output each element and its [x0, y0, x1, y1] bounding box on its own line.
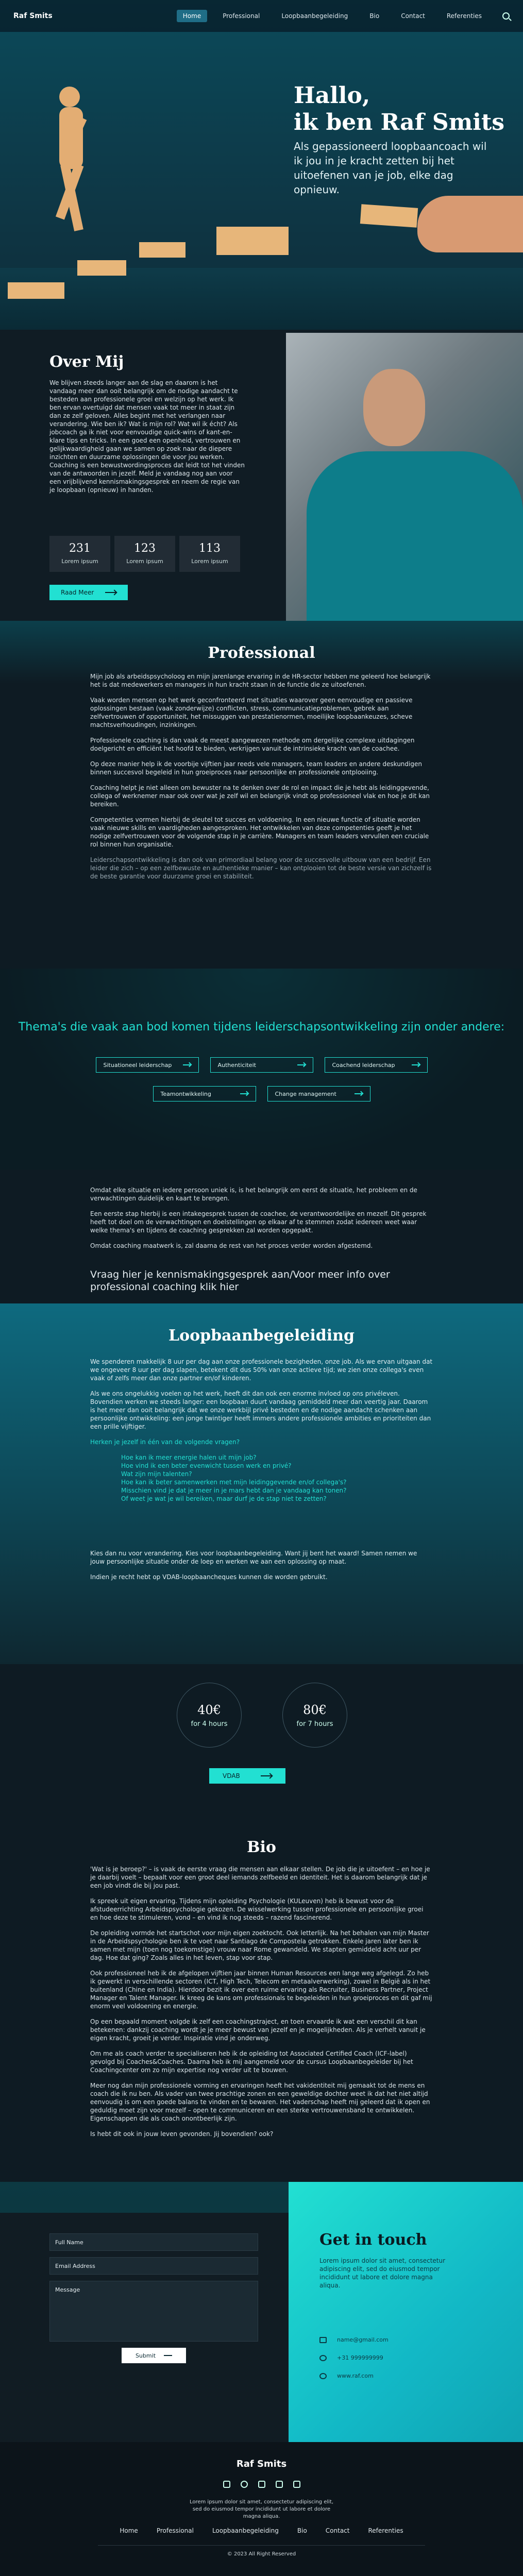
- paragraph: Leiderschapsontwikkeling is dan ook van primordiaal belang voor de succesvolle uitbouw van een bedrijf. Een leider die zich – op een zelfbewuste en authentieke manier – kan ontplooien tot de beste versie van zichzelf is de beste garantie voor duurzame groei en stabiliteit.: [90, 856, 432, 880]
- search-icon[interactable]: [502, 12, 510, 20]
- facebook-icon[interactable]: [223, 2481, 230, 2488]
- price-value: 40€: [197, 1703, 221, 1717]
- hero-subtitle: Als gepassioneerd loopbaancoach wil ik jou in je kracht zetten bij het uitoefenen van je job, elke dag opnieuw.: [294, 140, 487, 196]
- paragraph: Vaak worden mensen op het werk geconfronteerd met situaties waarover geen eenvoudige en passieve oplossingen bestaan (vaak zonderwijze) conflicten, stress, communicatieproblemen, gebrek aan zelfvertrouwen of opportuniteit, het missuggen van prestatienormen, moeilijke loopbaankeuzes, scheve machtsverhoudingen, inzinkingen.: [90, 697, 413, 728]
- paragraph: Indien je recht hebt op VDAB-loopbaancheques kunnen die worden gebruikt.: [90, 1573, 328, 1581]
- hero-title: Hallo, ik ben Raf Smits: [294, 82, 505, 135]
- theme-pill[interactable]: [267, 1086, 370, 1101]
- theme-label: Situationeel leiderschap: [103, 1061, 172, 1069]
- price-duration: for 4 hours: [191, 1720, 228, 1728]
- about-text: We blijven steeds langer aan de slag en daarom is het vandaag meer dan ooit belangrijk om de nodige aandacht te besteden aan professionele groei en welzijn op het werk. Ik ben ervan overtuigd dat mensen vaak tot meer in staat zijn dan ze zelf geloven. Alles begint met het verlangen naar verandering. Wie ben ik? Wat is mijn rol? Wat wil ik écht? Als jobcoach ga ik niet voor eenvoudige quick-wins of kant-en-klare tips en tricks. In een goed een openheid, vertrouwen en gelijkwaardigheid gaan we samen op zoek naar de diepere inzichten en duurzame oplossingen die voor jou werken. Coaching is een bewustwordingsproces dat leidt tot het vinden van de antwoorden in jezelf. Meld je vandaag nog aan voor een vrijblijvend kennismakingsgesprek en neem de regie van je loopbaan (opnieuw) in handen.: [49, 379, 245, 494]
- themes-row-1: [0, 1057, 523, 1073]
- nav-professional[interactable]: Professional: [223, 12, 260, 20]
- intake-body: [90, 1186, 433, 1257]
- footer-link-professional[interactable]: Professional: [156, 2527, 194, 2534]
- themes-section: [0, 969, 523, 1170]
- stat-box: [114, 536, 175, 572]
- paragraph: De opleiding vormde het startschot voor mijn eigen zoektocht. Ook letterlijk. Na het behalen van mijn Master in de Arbeidspsychologie ben ik te voet naar Santiago de Compostela getrokken. Enkele jaren later ben ik samen met mijn (toen nog toekomstige) vrouw naar Rome gewandeld. We stapten gemiddeld acht uur per dag. Hoe dat ging? Zoals alles in het leven, stap voor stap.: [90, 1929, 429, 1961]
- paragraph: Mijn job als arbeidspsycholoog en mijn jarenlange ervaring in de HR-sector hebben me geleerd hoe belangrijk het is dat medewerkers en managers in hun kracht staan in de functie die ze uitoefenen.: [90, 673, 431, 688]
- pricing-section: [0, 1664, 523, 1819]
- contact-email-row[interactable]: [319, 2336, 389, 2343]
- footer-links: [0, 2527, 523, 2534]
- about-title: Over Mij: [49, 353, 124, 371]
- paragraph: Meer nog dan mijn professionele vorming en ervaringen heeft het vakidentiteit mij gemaakt tot de mens en coach die ik nu ben. Als vader van twee prachtige zonen en een geweldige dochter weet ik dat het niet altijd eenvoudig is om een goede balans te vinden en te bewaren. Het vaderschap heeft mij geleerd dat ik open en geduldig moet zijn voor mezelf – open te communiceren en een sterke vertrouwensband te ontwikkelen. Eigenschappen die als coach onontbeerlijk zijn.: [90, 2082, 430, 2122]
- intake-section: [0, 1170, 523, 1303]
- bio-section: [0, 1819, 523, 2182]
- paragraph: Ook professioneel heb ik de afgelopen vijftien jaar binnen Human Resources een lange weg afgelegd. Zo heb ik gewerkt in verschillende sectoren (ICT, High Tech, Telecom en metaalverwerking), zowel in België als in het buitenland (Chine en India). Hierdoor bezit ik over een ruime ervaring als Recruiter, Business Partner, Project Manager en Talent Manager. Ik kreeg de kans om professionals te begeleiden in hun groeiproces en dit gaf mij enorm veel voldoening en energie.: [90, 1970, 432, 2010]
- career-guidance-section: [0, 1303, 523, 1664]
- hero-floor: [0, 268, 523, 330]
- theme-pill[interactable]: [325, 1057, 428, 1073]
- stat-number: 231: [69, 542, 91, 555]
- bio-title: Bio: [247, 1838, 276, 1856]
- paragraph: Op een bepaald moment volgde ik zelf een coachingstraject, en toen ervaarde ik wat een verschil dit kan betekenen: dankzij coaching wordt je je meer bewust van jezelf en je mogelijkheden. Als je verhelt vanuit je eigen kracht, groeit je verder. Inspiratie vind je onderweg.: [90, 2018, 426, 2042]
- arrow-right-icon: [355, 1093, 363, 1094]
- stat-number: 123: [134, 542, 156, 555]
- paragraph: Ik spreek uit eigen ervaring. Tijdens mijn opleiding Psychologie (KULeuven) heb ik bewust voor de afstudeerrichting Arbeidspsychologie gekozen. De wisselwerking tussen professionele en persoonlijke groei en hoe deze te stimuleren, vond – en vind ik nog steeds – razend fascinerend.: [90, 1897, 424, 1921]
- contact-info-panel: [289, 2182, 523, 2442]
- email-field[interactable]: Email Address: [49, 2257, 258, 2275]
- full-name-field[interactable]: Full Name: [49, 2233, 258, 2251]
- career-title: Loopbaanbegeleiding: [168, 1327, 355, 1345]
- portrait-face: [363, 369, 425, 446]
- hero-section: [0, 0, 523, 330]
- paragraph: Professionele coaching is dan vaak de meest aangewezen methode om dergelijke complexe uitdagingen doelgericht en efficiënt het hoofd te bieden, verkrijgen vanuit de intrinsieke kracht van de coachee.: [90, 737, 415, 752]
- paragraph: Een eerste stap hierbij is een intakegesprek tussen de coachee, de verantwoordelijke en mezelf. Dit gesprek heeft tot doel om de verwachtingen en doelstellingen op elkaar af te stemmen zodat iedereen weet waar welke thema's en tijdens de coaching gesprekken zal worden opgepakt.: [90, 1210, 427, 1234]
- stat-label: Lorem ipsum: [61, 558, 98, 565]
- top-navigation: [0, 0, 523, 32]
- copyright: © 2023 All Right Reserved: [227, 2551, 296, 2557]
- questions-list: [90, 1453, 433, 1503]
- theme-label: Authenticiteit: [217, 1061, 256, 1069]
- paragraph: Competenties vormen hierbij de sleutel tot succes en voldoening. In een nieuwe functie of situatie worden vaak nieuwe skills en vaardigheden aangesproken. Het ontwikkelen van deze competenties geeft je het nodige zelfvertrouwen voor de volgende stap in je carrière. Managers en team leaders vervullen een cruciale rol binnen hun organisatie.: [90, 816, 429, 848]
- footer-link-referenties[interactable]: Referenties: [368, 2527, 403, 2534]
- intake-cta-link[interactable]: Vraag hier je kennismakingsgesprek aan/Voor meer info over professional coaching klik hier: [90, 1269, 390, 1293]
- paragraph: Omdat coaching maatwerk is, zal daarna de rest van het proces verder worden afgestemd.: [90, 1242, 373, 1249]
- read-more-button[interactable]: [49, 585, 128, 600]
- price-circle: [177, 1683, 242, 1748]
- arrow-right-icon: [412, 1064, 420, 1065]
- stats-row: [49, 536, 240, 572]
- youtube-icon[interactable]: [276, 2481, 283, 2488]
- portrait-photo: [286, 333, 523, 621]
- footer-brand: Raf Smits: [236, 2459, 287, 2469]
- themes-row-2: [0, 1086, 523, 1101]
- paragraph: Als we ons ongelukkig voelen op het werk, heeft dit dan ook een enorme invloed op ons privéleven. Bovendien werken we steeds langer: een loopbaan duurt vandaag gemiddeld meer dan veertig jaar. Daarom is het meer dan ooit belangrijk dat we onze werkbijl privé besteden en de nodige aandacht schenken aan persoonlijke ontwikkeling: een jonge twintiger heeft immers andere professionele ambities en prioriteiten dan een prille vijftiger.: [90, 1390, 431, 1430]
- professional-title: Professional: [208, 644, 315, 662]
- question-item: Hoe kan ik meer energie halen uit mijn job?: [121, 1454, 257, 1461]
- stat-label: Lorem ipsum: [126, 558, 163, 565]
- vdab-label: VDAB: [223, 1772, 240, 1780]
- footer-divider: [98, 2545, 425, 2546]
- theme-pill[interactable]: [96, 1057, 199, 1073]
- stat-box: [179, 536, 240, 572]
- theme-label: Teamontwikkeling: [160, 1090, 211, 1097]
- stat-number: 113: [199, 542, 221, 555]
- professional-body: [90, 672, 433, 888]
- climbing-figure-image: [28, 82, 121, 258]
- social-links: [0, 2481, 523, 2488]
- globe-icon: [319, 2373, 327, 2379]
- paragraph: Op deze manier help ik de voorbije vijftien jaar reeds vele managers, team leaders en andere deskundigen binnen succesvol begeleid in hun groeiproces naar persoonlijke en professionele ontplooiing.: [90, 760, 422, 776]
- message-field[interactable]: Message: [49, 2281, 258, 2342]
- step-block-2: [77, 260, 126, 276]
- theme-pill[interactable]: [153, 1086, 256, 1101]
- arrow-right-icon: [297, 1064, 306, 1065]
- contact-section: [0, 2182, 523, 2442]
- arrow-right-icon: [183, 1064, 191, 1065]
- paragraph: Is hebt dit ook in jouw leven gevonden. Jij bovendien? ook?: [90, 2130, 274, 2138]
- contact-description: Lorem ipsum dolor sit amet, consectetur adipiscing elit, sed do eiusmod tempor incididunt ut labore et dolore magna aliqua.: [319, 2257, 446, 2289]
- site-logo[interactable]: Raf Smits: [13, 12, 53, 20]
- question-item: Of weet je wat je wil bereiken, maar durf je de stap niet te zetten?: [121, 1495, 327, 1502]
- stat-box: [49, 536, 110, 572]
- contact-form: [49, 2233, 258, 2363]
- mail-icon: [319, 2337, 327, 2343]
- footer-link-contact[interactable]: Contact: [325, 2527, 350, 2534]
- contact-email: name@gmail.com: [337, 2336, 389, 2343]
- paragraph: Coaching helpt je niet alleen om bewuster na te denken over de rol en impact die je hebt als leidinggevende, collega of werknemer maar ook over wat je zelf wil en belangrijk vindt op professioneel vlak en hoe je dit kan bereiken.: [90, 784, 430, 808]
- arrow-right-icon: [164, 2355, 172, 2356]
- question-item: Hoe kan ik beter samenwerken met mijn leidinggevende en/of collega's?: [121, 1479, 347, 1486]
- submit-label: Submit: [135, 2352, 156, 2359]
- theme-pill[interactable]: [210, 1057, 313, 1073]
- arrow-right-icon: [105, 592, 116, 593]
- nav-home[interactable]: Home: [177, 10, 207, 22]
- contact-phone: +31 999999999: [337, 2354, 383, 2361]
- professional-section: [0, 621, 523, 969]
- step-block-4: [216, 227, 289, 255]
- price-duration: for 7 hours: [296, 1720, 333, 1728]
- arrow-right-icon: [261, 1775, 272, 1776]
- linkedin-icon[interactable]: [293, 2481, 300, 2488]
- contact-web: www.raf.com: [337, 2372, 374, 2379]
- footer-link-bio[interactable]: Bio: [297, 2527, 307, 2534]
- footer-link-loopbaanbegeleiding[interactable]: Loopbaanbegeleiding: [212, 2527, 279, 2534]
- question-item: Wat zijn mijn talenten?: [121, 1470, 192, 1478]
- footer-text: Lorem ipsum dolor sit amet, consectetur adipiscing elit, sed do eiusmod tempor incididunt ut labore et dolore magna aliqua.: [189, 2499, 334, 2519]
- phone-icon: [319, 2355, 327, 2361]
- question-intro: Herken je jezelf in één van de volgende vragen?: [90, 1438, 240, 1446]
- twitter-icon[interactable]: [258, 2481, 265, 2488]
- step-block-1: [8, 282, 64, 299]
- stat-label: Lorem ipsum: [191, 558, 228, 565]
- hand-image: [417, 196, 523, 252]
- instagram-icon[interactable]: [241, 2481, 248, 2488]
- nav-contact[interactable]: Contact: [401, 12, 425, 20]
- career-body: [90, 1358, 433, 1588]
- step-block-3: [139, 242, 185, 258]
- nav-referenties[interactable]: Referenties: [446, 12, 482, 20]
- paragraph: Kies dan nu voor verandering. Kies voor loopbaanbegeleiding. Want jij bent het waard! Samen nemen we jouw persoonlijke situatie onder de loep en werken we aan een oplossing op maat.: [90, 1550, 417, 1565]
- price-value: 80€: [303, 1703, 327, 1717]
- portrait-shirt: [307, 451, 523, 621]
- theme-label: Coachend leiderschap: [332, 1061, 395, 1069]
- read-more-label: Raad Meer: [61, 589, 94, 596]
- paragraph: We spenderen makkelijk 8 uur per dag aan onze professionele bezigheden, onze job. Als we ervan uitgaan dat we ongeveer 8 uur per dag slapen, betekent dit dus 50% van onze actieve tijd; we zien onze collega's even vaak of zelfs meer dan onze partner en/of kinderen.: [90, 1358, 433, 1382]
- about-section: [0, 330, 523, 621]
- question-item: Misschien vind je dat je meer in je mars hebt dan je vandaag kan tonen?: [121, 1487, 347, 1494]
- contact-phone-row[interactable]: [319, 2354, 383, 2361]
- submit-button[interactable]: [122, 2348, 186, 2363]
- bio-body: [90, 1865, 433, 2145]
- contact-web-row[interactable]: [319, 2372, 374, 2379]
- paragraph: Omdat elke situatie en iedere persoon uniek is, is het belangrijk om eerst de situatie, het probleem en de verwachtingen duidelijk en kaart te brengen.: [90, 1187, 417, 1202]
- price-circle: [282, 1683, 347, 1748]
- footer: [0, 2442, 523, 2576]
- theme-label: Change management: [275, 1090, 336, 1097]
- step-block-5: [360, 204, 418, 228]
- question-item: Hoe vind ik een beter evenwicht tussen werk en privé?: [121, 1462, 292, 1469]
- nav-loopbaanbegeleiding[interactable]: Loopbaanbegeleiding: [281, 12, 348, 20]
- themes-title: Thema's die vaak aan bod komen tijdens leiderschapsontwikkeling zijn onder andere:: [18, 1021, 505, 1033]
- paragraph: Om me als coach verder te specialiseren heb ik de opleiding tot Associated Certified Coach (ICF-label) gevolgd bij Coaches&Coaches. Daarna heb ik mij aangemeld voor de cursus Loopbaanbegeleider bij het Coachingcenter om zo mijn expertise nog verder uit te bouwen.: [90, 2050, 413, 2074]
- vdab-button[interactable]: [209, 1768, 285, 1784]
- nav-bio[interactable]: Bio: [369, 12, 380, 20]
- arrow-right-icon: [240, 1093, 248, 1094]
- paragraph: 'Wat is je beroep?' – is vaak de eerste vraag die mensen aan elkaar stellen. De job die je uitoefent – en hoe je je daarbij voelt – bepaalt voor een groot deel iemands zelfbeeld en identiteit. Het is daarom belangrijk dat je een job vindt die bij jou past.: [90, 1866, 430, 1889]
- contact-title: Get in touch: [319, 2231, 427, 2249]
- footer-link-home[interactable]: Home: [120, 2527, 138, 2534]
